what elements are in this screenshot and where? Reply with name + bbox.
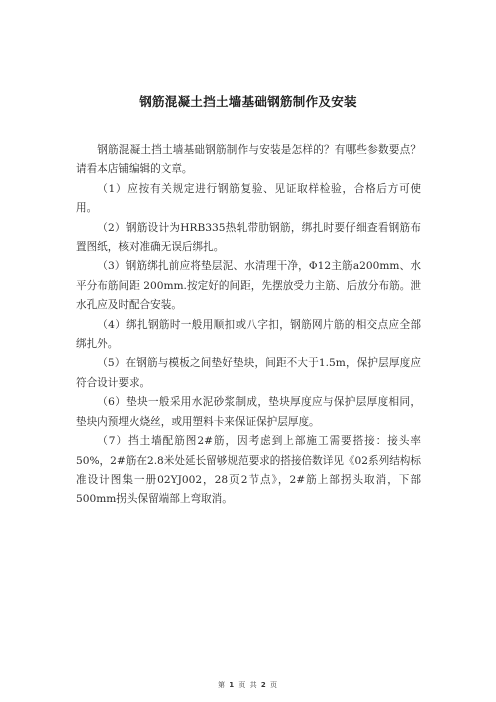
footer-total-pages: 2 [260, 681, 267, 689]
document-title: 钢筋混凝土挡土墙基础钢筋制作及安装 [139, 94, 357, 109]
paragraph-intro: 钢筋混凝土挡土墙基础钢筋制作与安装是怎样的？有哪些参数要点？请看本店铺编辑的文章。 [76, 144, 421, 176]
footer-prefix: 第 [218, 681, 227, 689]
paragraph-1: （1）应按有关规定进行钢筋复验、见证取样检验，合格后方可使用。 [76, 182, 421, 215]
footer-middle: 页 共 [238, 681, 258, 689]
page-footer [0, 680, 496, 690]
paragraph-5: （5）在钢筋与模板之间垫好垫块，间距不大于1.5m，保护层厚度应符合设计要求。 [76, 357, 421, 389]
paragraph-3: （3）钢筋绑扎前应将垫层泥、水清理干净，Φ12主筋a200mm、水平分布筋间距 200mm.按定好的间距，先摆放受力主筋、后放分布筋。泄水孔应及时配合安装。 [76, 260, 421, 312]
document-body [76, 141, 421, 510]
paragraph-2: （2）钢筋设计为HRB335热轧带肋钢筋，绑扎时要仔细查看钢筋布置图纸，核对准确无误后绑扎。 [76, 221, 421, 254]
paragraph-4: （4）绑扎钢筋时一般用顺扣或八字扣，钢筋网片筋的相交点应全部绑扎外。 [76, 318, 421, 351]
footer-suffix: 页 [269, 681, 278, 689]
paragraph-6: （6）垫块一般采用水泥砂浆制成，垫块厚度应与保护层厚度相同，垫块内预埋火烧丝，或用塑料卡来保证保护层厚度。 [76, 396, 421, 428]
footer-current-page: 1 [229, 681, 236, 689]
paragraph-7: （7）挡土墙配筋图2#筋，因考虑到上部施工需要搭接：接头率50%，2#筋在2.8米处延长留够规范要求的搭接倍数详见《02系列结构标准设计图集一册02YJ002，28页2节点》，2#筋上部拐头取消，下部500mm拐头保留端部上弯取消。 [76, 435, 421, 506]
